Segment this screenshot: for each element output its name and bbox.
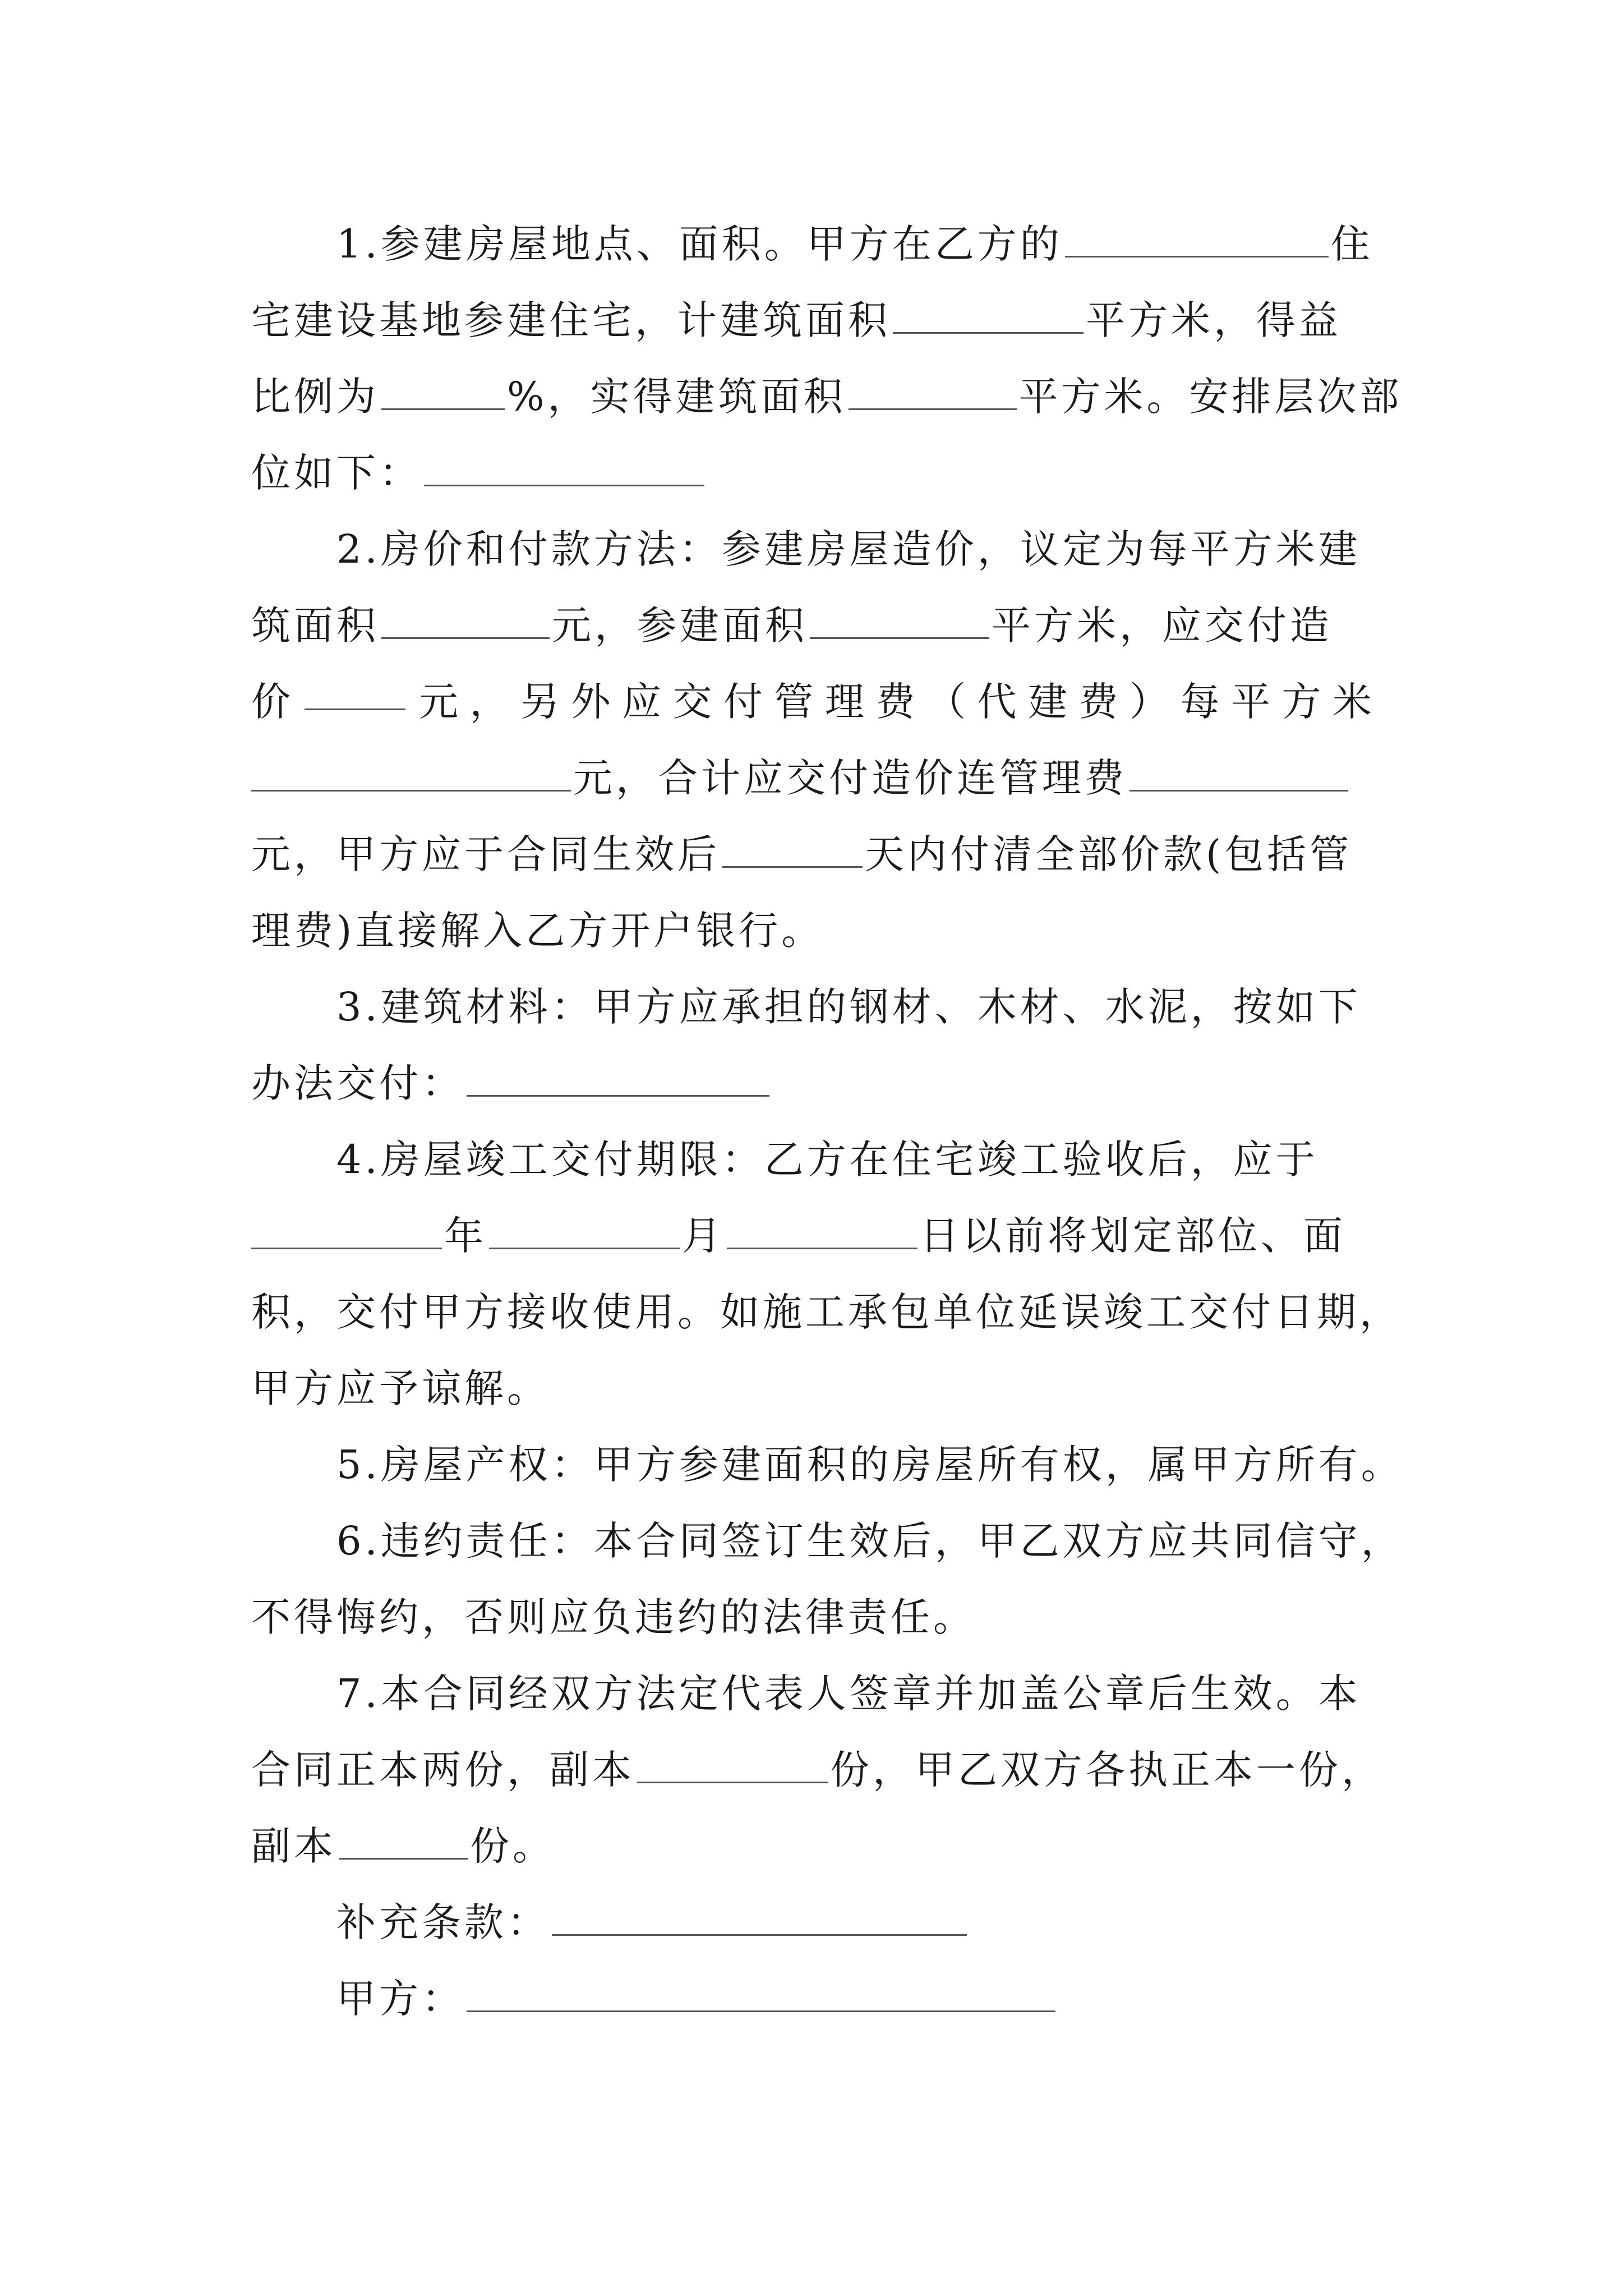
blank-year-field[interactable] bbox=[251, 1213, 442, 1249]
clause-text: 积，交付甲方接收使用。如施工承包单位延误竣工交付日期， bbox=[251, 1289, 1402, 1335]
blank-grand-total-field[interactable] bbox=[1129, 755, 1348, 792]
clause-text: 日以前将划定部位、面 bbox=[920, 1213, 1346, 1259]
clause-text: 平方米，得益 bbox=[1086, 297, 1341, 343]
clause-text: 份。 bbox=[470, 1823, 555, 1869]
blank-location-field[interactable] bbox=[1065, 221, 1329, 257]
supplement-line bbox=[336, 1894, 969, 1950]
party-a-label: 甲方： bbox=[336, 1976, 464, 2022]
clause-text: 6.违约责任：本合同签订生效后，甲乙双方应共同信守， bbox=[336, 1518, 1404, 1564]
clause-text: 3.建筑材料：甲方应承担的钢材、木材、水泥，按如下 bbox=[336, 984, 1361, 1030]
clause-text: 副本 bbox=[251, 1823, 336, 1869]
clause-6-line-2 bbox=[251, 1589, 976, 1645]
clause-text: 份，甲乙双方各执正本一份， bbox=[830, 1747, 1384, 1793]
clause-2-line-1 bbox=[336, 521, 1361, 577]
blank-total-cost-field[interactable] bbox=[305, 674, 405, 710]
clause-6-line-1 bbox=[336, 1513, 1404, 1569]
party-a-line bbox=[336, 1971, 1058, 2027]
clause-text: 元，甲方应于合同生效后 bbox=[251, 831, 720, 877]
clause-text: 2.房价和付款方法：参建房屋造价，议定为每平方米建 bbox=[336, 526, 1361, 572]
clause-char: 代 bbox=[977, 679, 1017, 725]
clause-2-line-2 bbox=[251, 597, 1332, 654]
clause-4-line-1 bbox=[336, 1131, 1318, 1188]
clause-4-line-4 bbox=[251, 1360, 550, 1416]
clause-text: 比例为 bbox=[251, 374, 379, 420]
blank-copies-field[interactable] bbox=[637, 1747, 828, 1783]
clause-1-line-1 bbox=[336, 216, 1373, 272]
clause-7-line-1 bbox=[336, 1665, 1361, 1722]
blank-actual-area-field[interactable] bbox=[849, 374, 1017, 410]
clause-text: 筑面积 bbox=[251, 602, 379, 648]
clause-3-line-1 bbox=[336, 979, 1361, 1035]
clause-char: 米 bbox=[1332, 679, 1372, 725]
clause-2-line-6 bbox=[251, 903, 824, 959]
clause-text: 甲方应予谅解。 bbox=[251, 1365, 550, 1411]
clause-text: 天内付清全部价款(包括管 bbox=[865, 831, 1353, 877]
clause-char: （ bbox=[926, 679, 966, 725]
clause-char: 交 bbox=[672, 679, 712, 725]
clause-char: ） bbox=[1129, 679, 1169, 725]
clause-char: 方 bbox=[1281, 679, 1321, 725]
clause-text: 不得悔约，否则应负违约的法律责任。 bbox=[251, 1594, 976, 1640]
clause-text: 元，合计应交付造价连管理费 bbox=[573, 755, 1127, 801]
clause-char: 理 bbox=[825, 679, 864, 725]
clause-1-line-2 bbox=[251, 292, 1341, 348]
clause-2-line-5 bbox=[251, 826, 1352, 882]
clause-text: 5.房屋产权：甲方参建面积的房屋所有权，属甲方所有。 bbox=[336, 1442, 1404, 1488]
blank-payment-days-field[interactable] bbox=[722, 831, 863, 868]
blank-participation-area-field[interactable] bbox=[810, 602, 989, 639]
clause-text: 平方米，应交付造 bbox=[992, 602, 1332, 648]
blank-building-area-field[interactable] bbox=[893, 297, 1083, 334]
clause-3-line-2 bbox=[251, 1055, 772, 1111]
clause-text: 合同正本两份，副本 bbox=[251, 1747, 635, 1793]
clause-char: ， bbox=[469, 679, 509, 725]
clause-1-line-4 bbox=[251, 445, 707, 501]
blank-month-field[interactable] bbox=[489, 1213, 680, 1249]
blank-materials-method-field[interactable] bbox=[467, 1060, 769, 1097]
clause-text: 理费)直接解入乙方开户银行。 bbox=[251, 908, 824, 954]
clause-char: 建 bbox=[1028, 679, 1067, 725]
clause-text: 年 bbox=[444, 1213, 487, 1259]
clause-text: 住 bbox=[1330, 221, 1373, 267]
clause-char: 平 bbox=[1231, 679, 1270, 725]
clause-char: 付 bbox=[723, 679, 763, 725]
blank-floor-arrangement-field[interactable] bbox=[424, 450, 704, 486]
clause-text: 月 bbox=[682, 1213, 725, 1259]
clause-char: 费 bbox=[875, 679, 915, 725]
blank-copies-each-field[interactable] bbox=[339, 1823, 468, 1860]
clause-char: 每 bbox=[1180, 679, 1220, 725]
blank-unit-price-field[interactable] bbox=[381, 602, 550, 639]
blank-supplement-field[interactable] bbox=[552, 1899, 967, 1936]
clause-text: 7.本合同经双方法定代表人签章并加盖公章后生效。本 bbox=[336, 1671, 1361, 1717]
clause-7-line-2 bbox=[251, 1742, 1384, 1798]
clause-5-line-1 bbox=[336, 1437, 1404, 1493]
clause-char: 元 bbox=[419, 679, 458, 725]
clause-4-line-3 bbox=[251, 1284, 1402, 1340]
clause-text: 办法交付： bbox=[251, 1060, 464, 1106]
clause-char: 应 bbox=[622, 679, 661, 725]
clause-text: 宅建设基地参建住宅，计建筑面积 bbox=[251, 297, 891, 343]
clause-text: 1.参建房屋地点、面积。甲方在乙方的 bbox=[336, 221, 1063, 267]
clause-char: 费 bbox=[1078, 679, 1118, 725]
clause-char: 另 bbox=[520, 679, 560, 725]
clause-char: 外 bbox=[571, 679, 611, 725]
clause-text: 价 bbox=[251, 679, 291, 725]
clause-text: 元，参建面积 bbox=[552, 602, 808, 648]
blank-ratio-field[interactable] bbox=[381, 374, 505, 410]
clause-7-line-3 bbox=[251, 1818, 555, 1874]
clause-1-line-3 bbox=[251, 369, 1403, 425]
clause-2-line-4 bbox=[251, 750, 1350, 806]
blank-management-fee-field[interactable] bbox=[251, 755, 571, 792]
blank-day-field[interactable] bbox=[727, 1213, 917, 1249]
supplement-label: 补充条款： bbox=[336, 1899, 550, 1945]
clause-text: %，实得建筑面积 bbox=[507, 374, 846, 420]
clause-char: 管 bbox=[774, 679, 814, 725]
clause-text: 平方米。安排层次部 bbox=[1018, 374, 1403, 420]
clause-2-line-3 bbox=[251, 674, 1372, 730]
blank-party-a-field[interactable] bbox=[467, 1976, 1055, 2012]
clause-text: 位如下： bbox=[251, 450, 422, 496]
clause-text: 4.房屋竣工交付期限：乙方在住宅竣工验收后，应于 bbox=[336, 1137, 1318, 1182]
clause-4-line-2 bbox=[251, 1208, 1346, 1264]
